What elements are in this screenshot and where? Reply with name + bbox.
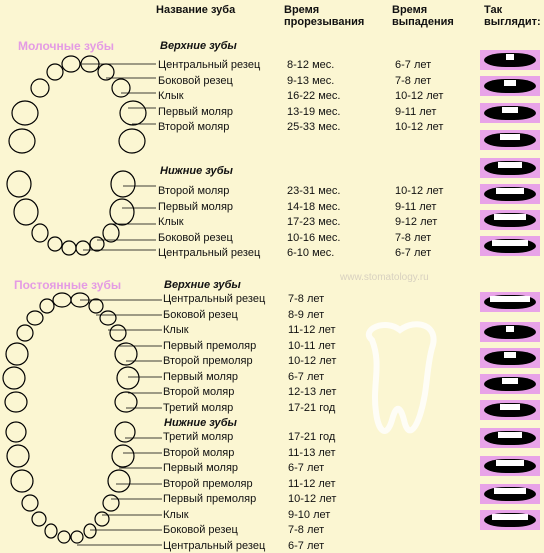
watermark: www.stomatology.ru bbox=[340, 272, 429, 283]
teeth-picture-icon bbox=[480, 456, 540, 476]
tooth-name: Первый премоляр bbox=[163, 339, 257, 352]
tooth-name: Первый моляр bbox=[163, 462, 239, 474]
tooth-name: Клык bbox=[158, 90, 184, 102]
teeth-picture-icon bbox=[480, 374, 540, 394]
tooth-name: Второй моляр bbox=[163, 446, 235, 459]
tooth-name: Центральный резец bbox=[158, 247, 261, 259]
teeth-picture-icon bbox=[480, 76, 540, 96]
tooth-icon bbox=[516, 134, 520, 140]
tooth-icon bbox=[518, 432, 522, 438]
erupt-time: 12-13 лет bbox=[288, 386, 337, 398]
erupt-time: 9-10 лет bbox=[288, 508, 331, 521]
milk-upper-label: Верхние зубы bbox=[160, 40, 237, 52]
tooth-icon bbox=[512, 352, 516, 358]
erupt-time: 6-10 мес. bbox=[287, 247, 335, 259]
erupt-time: 9-13 мес. bbox=[287, 74, 335, 87]
milk-teeth-title: Молочные зубы bbox=[18, 39, 114, 53]
header-look: Так выглядит: bbox=[484, 4, 541, 28]
perm-upper-label: Верхние зубы bbox=[164, 279, 241, 291]
tooth-icon bbox=[526, 296, 530, 302]
tooth-name: Боковой резец bbox=[163, 524, 238, 536]
fall-time: 7-8 лет bbox=[395, 74, 432, 87]
erupt-time: 17-21 год bbox=[288, 401, 336, 414]
erupt-time: 6-7 лет bbox=[288, 539, 325, 552]
tooth-name: Боковой резец bbox=[163, 308, 238, 321]
fall-time: 9-11 лет bbox=[395, 200, 437, 213]
teeth-picture-icon bbox=[480, 292, 540, 312]
erupt-time: 6-7 лет bbox=[288, 370, 325, 383]
teeth-picture-icon bbox=[480, 103, 540, 123]
tooth-name: Первый моляр bbox=[163, 370, 239, 383]
perm-lower-arch-icon bbox=[6, 422, 135, 543]
fall-time: 6-7 лет bbox=[395, 247, 432, 259]
tooth-icon bbox=[514, 378, 518, 384]
erupt-time: 11-12 лет bbox=[288, 477, 336, 490]
erupt-time: 10-16 мес. bbox=[287, 231, 341, 244]
erupt-time: 11-12 лет bbox=[288, 324, 336, 336]
perm-upper-arch-icon bbox=[3, 293, 139, 412]
teeth-picture-icon bbox=[480, 510, 540, 530]
tooth-name: Третий моляр bbox=[163, 401, 234, 414]
milk-upper-arch-icon bbox=[7, 56, 151, 153]
tooth-icon bbox=[520, 188, 524, 194]
tooth-icon bbox=[522, 488, 526, 494]
teeth-picture-icon bbox=[480, 322, 540, 342]
header-erupt-time: Время прорезывания bbox=[284, 4, 365, 28]
tooth-name: Центральный резец bbox=[163, 539, 266, 552]
fall-time: 10-12 лет bbox=[395, 185, 444, 197]
tooth-name: Клык bbox=[158, 216, 184, 228]
tooth-name: Третий моляр bbox=[163, 431, 234, 443]
teeth-picture-icon bbox=[480, 210, 540, 230]
teeth-picture-icon bbox=[480, 130, 540, 150]
fall-time: 7-8 лет bbox=[395, 231, 432, 244]
milk-lower-arch-icon bbox=[7, 171, 135, 255]
fall-time: 9-11 лет bbox=[395, 105, 437, 118]
perm-lower-label: Нижние зубы bbox=[164, 417, 237, 429]
teeth-picture-icon bbox=[480, 236, 540, 256]
tooth-icon bbox=[510, 54, 514, 60]
fall-time: 9-12 лет bbox=[395, 216, 438, 228]
erupt-time: 7-8 лет bbox=[288, 524, 325, 536]
erupt-time: 10-11 лет bbox=[288, 339, 336, 352]
erupt-time: 17-23 мес. bbox=[287, 216, 341, 228]
tooth-name: Второй моляр bbox=[158, 121, 230, 133]
tooth-name: Клык bbox=[163, 324, 189, 336]
tooth-icon bbox=[512, 80, 516, 86]
header-fall-time: Время выпадения bbox=[392, 4, 454, 28]
teeth-picture-icon bbox=[480, 348, 540, 368]
erupt-time: 11-13 лет bbox=[288, 446, 336, 459]
tooth-name: Центральный резец bbox=[163, 293, 266, 305]
tooth-icon bbox=[522, 214, 526, 220]
fall-time: 6-7 лет bbox=[395, 59, 432, 71]
tooth-name: Второй моляр bbox=[163, 386, 235, 398]
teeth-picture-icon bbox=[480, 428, 540, 448]
fall-time: 10-12 лет bbox=[395, 121, 444, 133]
erupt-time: 13-19 мес. bbox=[287, 105, 341, 118]
tooth-name: Клык bbox=[163, 508, 189, 521]
erupt-time: 23-31 мес. bbox=[287, 185, 341, 197]
permanent-teeth-title: Постоянные зубы bbox=[14, 278, 122, 292]
erupt-time: 10-12 лет bbox=[288, 493, 337, 505]
erupt-time: 17-21 год bbox=[288, 431, 336, 443]
erupt-time: 8-9 лет bbox=[288, 308, 325, 321]
erupt-time: 7-8 лет bbox=[288, 293, 325, 305]
teeth-picture-icon bbox=[480, 50, 540, 70]
tooth-icon bbox=[518, 162, 522, 168]
milk-lower-label: Нижние зубы bbox=[160, 165, 233, 177]
erupt-time: 10-12 лет bbox=[288, 355, 337, 367]
tooth-icon bbox=[524, 514, 528, 520]
tooth-icon bbox=[524, 240, 528, 246]
teeth-picture-icon bbox=[480, 158, 540, 178]
erupt-time: 14-18 мес. bbox=[287, 200, 341, 213]
tooth-name: Второй премоляр bbox=[163, 477, 253, 490]
teeth-picture-icon bbox=[480, 184, 540, 204]
tooth-watermark-icon bbox=[369, 324, 434, 431]
erupt-time: 6-7 лет bbox=[288, 462, 325, 474]
tooth-name: Второй премоляр bbox=[163, 355, 253, 367]
tooth-icon bbox=[510, 326, 514, 332]
header-tooth-name: Название зуба bbox=[156, 4, 236, 16]
erupt-time: 25-33 мес. bbox=[287, 121, 341, 133]
teeth-picture-icon bbox=[480, 484, 540, 504]
tooth-name: Первый моляр bbox=[158, 200, 234, 213]
erupt-time: 8-12 мес. bbox=[287, 59, 335, 71]
tooth-icon bbox=[516, 404, 520, 410]
tooth-icon bbox=[520, 460, 524, 466]
tooth-name: Боковой резец bbox=[158, 231, 233, 244]
fall-time: 10-12 лет bbox=[395, 90, 444, 102]
teeth-picture-icon bbox=[480, 400, 540, 420]
tooth-name: Второй моляр bbox=[158, 185, 230, 197]
tooth-name: Боковой резец bbox=[158, 74, 233, 87]
tooth-name: Первый премоляр bbox=[163, 493, 257, 505]
tooth-icon bbox=[514, 107, 518, 113]
erupt-time: 16-22 мес. bbox=[287, 90, 341, 102]
tooth-name: Центральный резец bbox=[158, 59, 261, 71]
tooth-name: Первый моляр bbox=[158, 105, 234, 118]
